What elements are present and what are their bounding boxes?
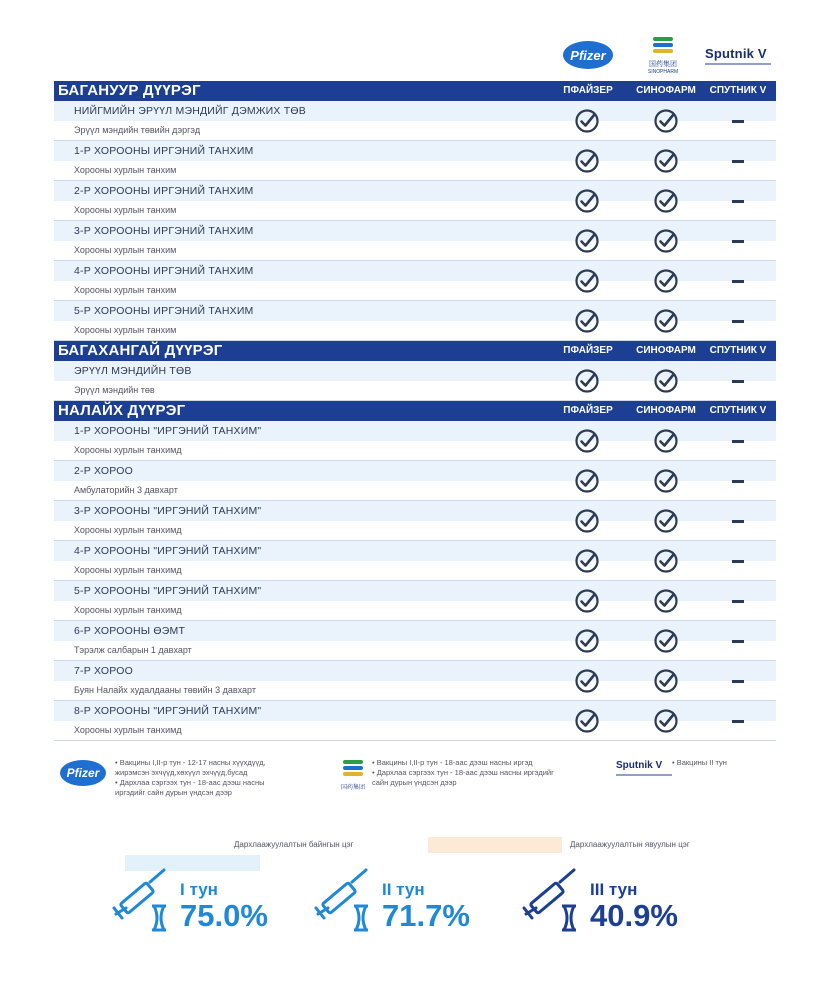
check-icon	[574, 148, 600, 174]
dash-icon	[732, 480, 744, 483]
site-location: Амбулаторийн 3 давхарт	[74, 485, 178, 495]
check-icon	[574, 668, 600, 694]
sinopharm-logo	[638, 30, 688, 80]
district-header	[54, 341, 776, 361]
column-header-sinopharm: СИНОФАРМ	[636, 85, 696, 96]
legend-sputnik-line: • Вакцины II тун	[672, 758, 772, 768]
table-row	[54, 361, 776, 401]
legend-pfizer-text	[115, 758, 290, 798]
site-name: 4-Р ХОРООНЫ ИРГЭНИЙ ТАНХИМ	[74, 265, 254, 277]
site-name: 1-Р ХОРООНЫ ИРГЭНИЙ ТАНХИМ	[74, 145, 254, 157]
check-icon	[653, 228, 679, 254]
pfizer-logo-mark: Pfizer	[563, 41, 613, 69]
dash-icon	[732, 440, 744, 443]
site-name: 6-Р ХОРООНЫ ӨЭМТ	[74, 625, 186, 637]
check-icon	[574, 708, 600, 734]
check-icon	[574, 468, 600, 494]
site-name: 2-Р ХОРОО	[74, 465, 133, 477]
table-row	[54, 501, 776, 541]
site-location: Хорооны хурлын танхимд	[74, 565, 182, 575]
dash-icon	[732, 160, 744, 163]
check-icon	[653, 628, 679, 654]
dash-icon	[732, 380, 744, 383]
dose-label: I тун	[180, 880, 218, 899]
site-location: Буян Налайх худалдааны төвийн 3 давхарт	[74, 685, 256, 695]
legend-sinopharm-line: • Дархлаа сэргээх тун - 18-аас дээш насны иргэдийг сайн дурын үндсэн дээр	[372, 768, 572, 788]
site-location: Хорооны хурлын танхим	[74, 325, 177, 335]
check-icon	[653, 308, 679, 334]
dose-percentage: 71.7%	[382, 898, 470, 933]
column-header-pfizer: ПФАЙЗЕР	[563, 85, 613, 96]
legend-sputnik-lines	[672, 758, 772, 768]
site-location: Хорооны хурлын танхимд	[74, 525, 182, 535]
table-row	[54, 261, 776, 301]
column-header-sputnik: СПУТНИК V	[709, 85, 767, 96]
check-icon	[653, 668, 679, 694]
legend	[60, 756, 780, 806]
check-icon	[574, 268, 600, 294]
check-icon	[653, 428, 679, 454]
site-location: Тэрэлж салбарын 1 давхарт	[74, 645, 192, 655]
syringe-icon	[312, 868, 376, 932]
table-row	[54, 701, 776, 741]
site-location: Хорооны хурлын танхимд	[74, 725, 182, 735]
site-name: 1-Р ХОРООНЫ "ИРГЭНИЙ ТАНХИМ"	[74, 425, 262, 437]
sputnik-logo-text: Sputnik V	[705, 45, 767, 61]
district-header	[54, 401, 776, 421]
site-name: 7-Р ХОРОО	[74, 665, 133, 677]
check-icon	[574, 228, 600, 254]
legend-sinopharm-logo	[341, 758, 365, 794]
legend-sputnik-underline	[616, 774, 672, 776]
pfizer-logo	[562, 30, 614, 80]
site-location: Хорооны хурлын танхим	[74, 205, 177, 215]
table-row	[54, 621, 776, 661]
row-divider	[54, 740, 776, 741]
dash-icon	[732, 200, 744, 203]
check-icon	[653, 468, 679, 494]
table-row	[54, 221, 776, 261]
dose-percentage: 75.0%	[180, 898, 268, 933]
dash-icon	[732, 240, 744, 243]
dose-label: III тун	[590, 880, 638, 899]
site-name: ЭРҮҮЛ МЭНДИЙН ТӨВ	[74, 365, 192, 377]
check-icon	[653, 588, 679, 614]
dash-icon	[732, 560, 744, 563]
dose-stat-2	[312, 868, 512, 938]
mobile-point-swatch	[428, 837, 562, 853]
permanent-point-label: Дархлаажуулалтын байнгын цэг	[234, 840, 354, 849]
legend-pfizer-line: • Дархлаа сэргээх тун - 18-аас дээш насны иргэдийг сайн дурын үндсэн дээр	[115, 778, 290, 798]
table-row	[54, 541, 776, 581]
sputnik-logo	[705, 30, 785, 80]
sputnik-logo-underline	[705, 63, 771, 65]
check-icon	[574, 108, 600, 134]
site-location: Хорооны хурлын танхимд	[74, 605, 182, 615]
column-header-sinopharm: СИНОФАРМ	[636, 345, 696, 356]
check-icon	[574, 308, 600, 334]
vaccine-logos	[550, 30, 790, 80]
sinopharm-mark-icon	[651, 35, 675, 57]
dash-icon	[732, 120, 744, 123]
dash-icon	[732, 320, 744, 323]
site-name: НИЙГМИЙН ЭРҮҮЛ МЭНДИЙГ ДЭМЖИХ ТӨВ	[74, 105, 306, 117]
dash-icon	[732, 280, 744, 283]
dose-percentage: 40.9%	[590, 898, 678, 933]
site-name: 3-Р ХОРООНЫ "ИРГЭНИЙ ТАНХИМ"	[74, 505, 262, 517]
legend-pfizer-logo: Pfizer	[60, 760, 106, 786]
check-icon	[653, 108, 679, 134]
table-row	[54, 181, 776, 221]
district-title: БАГАХАНГАЙ ДҮҮРЭГ	[58, 342, 223, 359]
check-icon	[574, 428, 600, 454]
vaccination-sites-table	[54, 81, 776, 741]
check-icon	[574, 368, 600, 394]
check-icon	[653, 188, 679, 214]
table-row	[54, 661, 776, 701]
dose-stat-3	[520, 868, 720, 938]
column-header-pfizer: ПФАЙЗЕР	[563, 405, 613, 416]
check-icon	[653, 368, 679, 394]
check-icon	[653, 548, 679, 574]
table-row	[54, 301, 776, 341]
column-header-sinopharm: СИНОФАРМ	[636, 405, 696, 416]
syringe-icon	[110, 868, 174, 932]
table-row	[54, 581, 776, 621]
check-icon	[653, 508, 679, 534]
mobile-point-label: Дархлаажуулалтын явуулын цэг	[570, 840, 690, 849]
legend-sputnik-logo: Sputnik V	[616, 760, 663, 771]
sinopharm-logo-sub: SINOPHARM	[647, 69, 679, 75]
dash-icon	[732, 720, 744, 723]
site-location: Хорооны хурлын танхимд	[74, 445, 182, 455]
site-location: Хорооны хурлын танхим	[74, 245, 177, 255]
check-icon	[653, 708, 679, 734]
column-header-sputnik: СПУТНИК V	[709, 405, 767, 416]
check-icon	[653, 148, 679, 174]
legend-sinopharm-line: • Вакцины I,II-р тун - 18-аас дээш насны иргэд	[372, 758, 572, 768]
dash-icon	[732, 600, 744, 603]
site-name: 4-Р ХОРООНЫ "ИРГЭНИЙ ТАНХИМ"	[74, 545, 262, 557]
check-icon	[574, 188, 600, 214]
column-header-sputnik: СПУТНИК V	[709, 345, 767, 356]
check-icon	[574, 588, 600, 614]
sinopharm-logo-text: 国药集团	[649, 61, 677, 68]
check-icon	[653, 268, 679, 294]
site-location: Эрүүл мэндийн төвийн дэргэд	[74, 125, 201, 135]
table-row	[54, 141, 776, 181]
district-header	[54, 81, 776, 101]
district-title: БАГАНУУР ДҮҮРЭГ	[58, 82, 201, 99]
legend-pfizer-line: • Вакцины I,II-р тун - 12-17 насны хүүхдүүд, жирэмсэн эхчүүд,хөхүүл эхчүүд,бусад	[115, 758, 290, 778]
dose-stat-1	[110, 868, 310, 938]
table-row	[54, 461, 776, 501]
dash-icon	[732, 640, 744, 643]
dash-icon	[732, 520, 744, 523]
site-name: 3-Р ХОРООНЫ ИРГЭНИЙ ТАНХИМ	[74, 225, 254, 237]
syringe-icon	[520, 868, 584, 932]
site-location: Хорооны хурлын танхим	[74, 165, 177, 175]
table-row	[54, 421, 776, 461]
legend-sinopharm-lines	[372, 758, 572, 788]
site-name: 5-Р ХОРООНЫ "ИРГЭНИЙ ТАНХИМ"	[74, 585, 262, 597]
dash-icon	[732, 680, 744, 683]
check-icon	[574, 628, 600, 654]
dose-label: II тун	[382, 880, 425, 899]
site-location: Эрүүл мэндийн төв	[74, 385, 155, 395]
check-icon	[574, 508, 600, 534]
site-name: 2-Р ХОРООНЫ ИРГЭНИЙ ТАНХИМ	[74, 185, 254, 197]
site-location: Хорооны хурлын танхим	[74, 285, 177, 295]
district-title: НАЛАЙХ ДҮҮРЭГ	[58, 402, 186, 419]
legend-sinopharm-text: 国药集团	[341, 785, 366, 791]
check-icon	[574, 548, 600, 574]
site-name: 8-Р ХОРООНЫ "ИРГЭНИЙ ТАНХИМ"	[74, 705, 262, 717]
site-name: 5-Р ХОРООНЫ ИРГЭНИЙ ТАНХИМ	[74, 305, 254, 317]
table-row	[54, 101, 776, 141]
column-header-pfizer: ПФАЙЗЕР	[563, 345, 613, 356]
sinopharm-mark-icon	[341, 758, 365, 780]
